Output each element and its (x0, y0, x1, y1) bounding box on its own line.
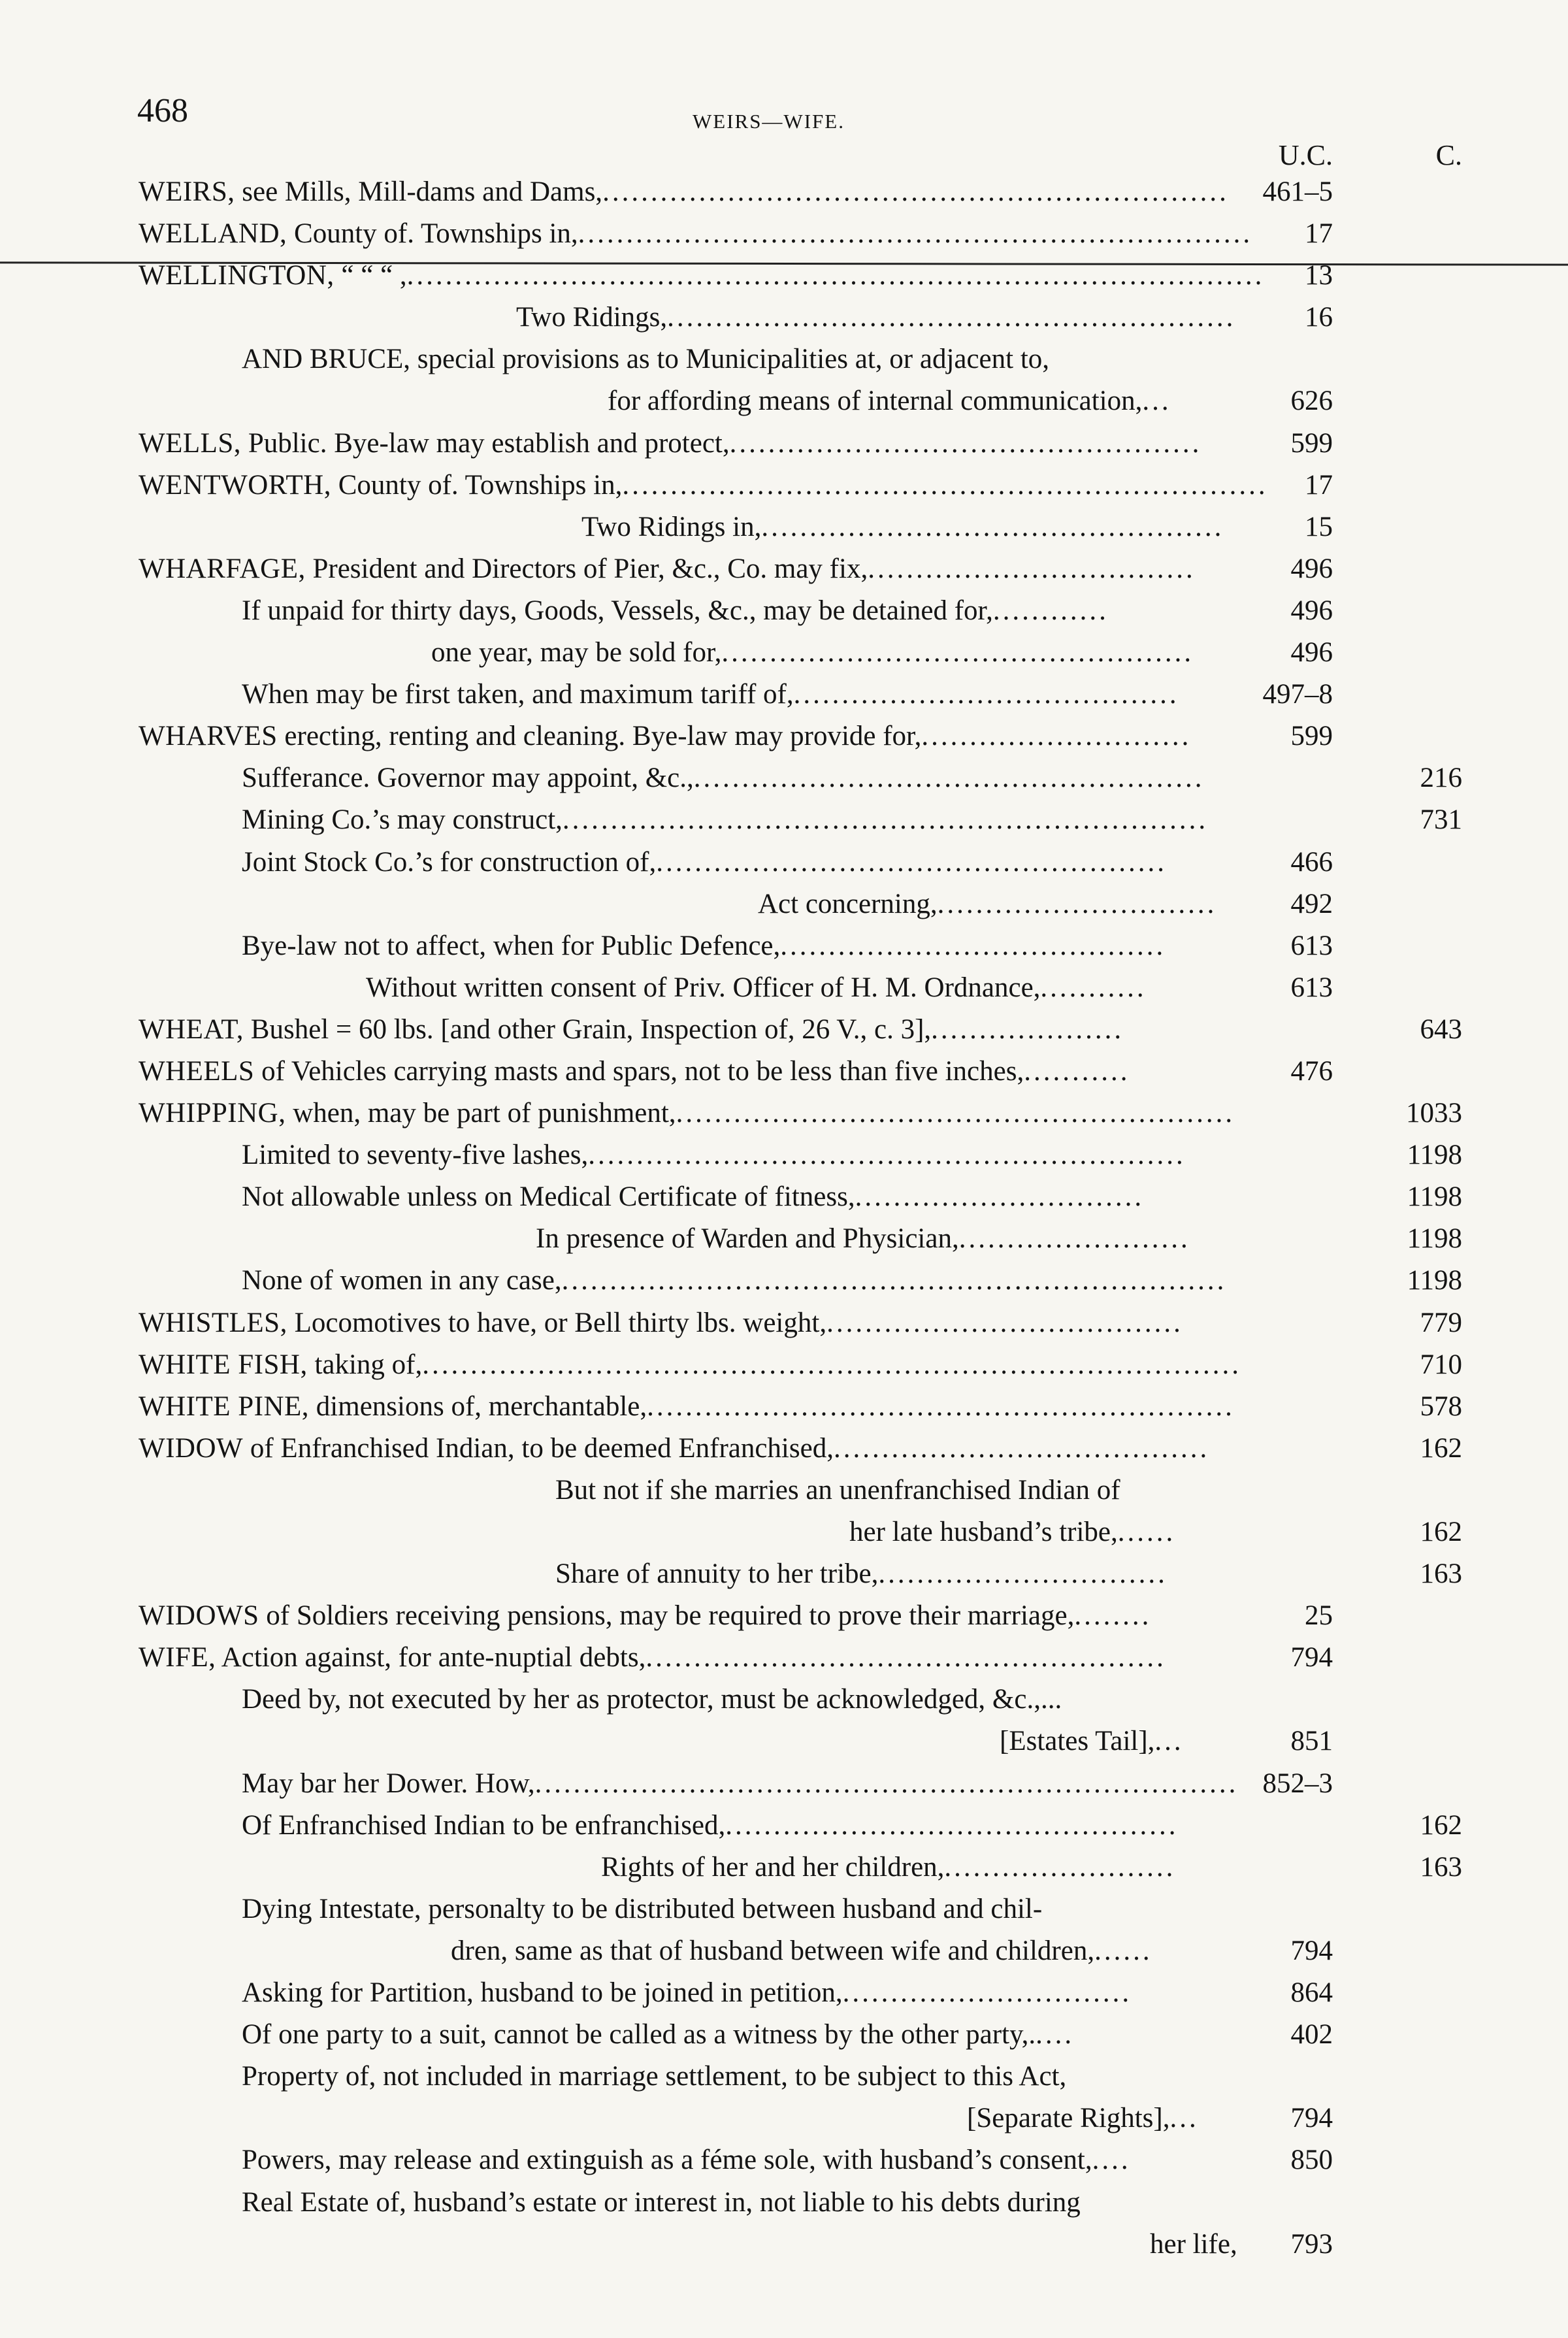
index-row (0, 1511, 1568, 1553)
entry-text (366, 967, 1147, 1009)
leader-dots: .................................. (868, 553, 1196, 584)
page-ref-c: 578 (1420, 1391, 1462, 1422)
entry-heading: WELLAND, (139, 218, 287, 250)
page-ref-uc: 852–3 (1262, 1768, 1333, 1799)
page-ref-uc: 496 (1290, 595, 1333, 626)
index-row (0, 674, 1568, 716)
entry-body: AND BRUCE, special provisions as to Municipalities at, or adjacent to, (242, 344, 1050, 375)
entry-text (139, 423, 1201, 465)
index-row (0, 1470, 1568, 1511)
index-row (0, 1218, 1568, 1260)
entry-text (139, 1386, 1235, 1428)
entry-text (555, 1470, 1120, 1511)
entry-text (139, 1093, 1235, 1134)
entry-body: when, may be part of punishment, (286, 1098, 676, 1129)
entry-heading: WHITE PINE, (139, 1391, 310, 1422)
page-ref-c: 1198 (1407, 1181, 1462, 1213)
leader-dots: ... (1154, 1726, 1184, 1757)
entry-body: for affording means of internal communication, (608, 386, 1143, 417)
entry-body: County of. Townships in, (287, 218, 578, 250)
index-row (0, 1888, 1568, 1930)
leader-dots: ............ (992, 595, 1109, 626)
entry-body: Without written consent of Priv. Officer of H. M. Ordnance, (366, 972, 1041, 1003)
entry-text (242, 925, 1166, 967)
page-ref-c: 162 (1420, 1432, 1462, 1464)
entry-text (139, 213, 1252, 255)
entry-heading: WHEELS (139, 1055, 255, 1087)
entry-body: one year, may be sold for, (431, 637, 722, 668)
index-row (0, 506, 1568, 548)
leader-dots: .......................................................... (676, 1098, 1235, 1129)
entry-body: dren, same as that of husband between wife and children, (451, 1935, 1095, 1966)
entry-body: her late husband’s tribe, (849, 1517, 1118, 1547)
page-ref-uc: 599 (1290, 427, 1333, 459)
page-ref-uc: 25 (1305, 1600, 1333, 1632)
entry-body: Action against, for ante-nuptial debts, (216, 1642, 646, 1673)
entry-text (1000, 1721, 1184, 1762)
entry-text (242, 2056, 1066, 2098)
entry-heading: WIDOW (139, 1432, 244, 1464)
entry-text (242, 338, 1049, 380)
page-ref-uc: 850 (1290, 2145, 1333, 2176)
page-ref-c: 1033 (1406, 1098, 1462, 1129)
page-ref-uc: 794 (1290, 2103, 1333, 2134)
entry-body: dimensions of, merchantable, (309, 1391, 647, 1422)
leader-dots: ............................................... (725, 1809, 1179, 1841)
column-header-c: C. (1435, 139, 1462, 171)
index-row (0, 1260, 1568, 1302)
entry-text (139, 171, 1229, 213)
entry-heading: WHISTLES, (139, 1307, 287, 1338)
index-row (0, 338, 1568, 380)
page-number: 468 (137, 92, 188, 129)
page-ref-uc: 626 (1290, 386, 1333, 417)
entry-body: taking of, (307, 1349, 423, 1380)
index-row (0, 925, 1568, 967)
index-entries (0, 171, 1568, 2265)
page-ref-uc: 17 (1305, 469, 1333, 501)
index-row (0, 1009, 1568, 1051)
page-ref-c: 163 (1420, 1558, 1462, 1590)
index-row (0, 548, 1568, 590)
entry-heading: WIFE, (139, 1642, 216, 1673)
index-row (0, 1344, 1568, 1386)
entry-text (242, 590, 1109, 632)
page-ref-uc: 793 (1290, 2228, 1333, 2260)
page-ref-c: 162 (1420, 1517, 1462, 1547)
entry-body: of Soldiers receiving pensions, may be required to prove their marriage, (259, 1600, 1075, 1632)
entry-body: “ “ “ , (334, 260, 407, 291)
entry-body: Limited to seventy-five lashes, (242, 1140, 589, 1171)
entry-text (242, 1888, 1042, 1930)
index-row (0, 380, 1568, 422)
leader-dots: ..................................................... (693, 763, 1205, 794)
index-row (0, 1930, 1568, 1972)
entry-text (242, 1134, 1186, 1176)
index-row (0, 1093, 1568, 1134)
entry-heading: WENTWORTH, (139, 469, 331, 501)
index-row (0, 842, 1568, 883)
page-ref-c: 216 (1420, 763, 1462, 794)
index-row (0, 1051, 1568, 1093)
entry-text (139, 255, 1264, 297)
index-row (0, 1847, 1568, 1888)
entry-text (242, 1972, 1132, 2014)
page-ref-c: 1198 (1407, 1265, 1462, 1296)
entry-body: Asking for Partition, husband to be joined in petition, (242, 1977, 843, 2009)
entry-body: County of. Townships in, (331, 469, 623, 501)
entry-text (849, 1511, 1175, 1553)
entry-text (242, 757, 1205, 799)
index-row (0, 2014, 1568, 2056)
entry-body: But not if she marries an unenfranchised Indian of (555, 1474, 1120, 1506)
leader-dots: ........................................ (780, 930, 1166, 961)
leader-dots: ........................ (958, 1223, 1190, 1255)
index-row (0, 1134, 1568, 1176)
entry-body: [Separate Rights], (967, 2103, 1170, 2134)
leader-dots: ................................................................... (622, 469, 1268, 501)
leader-dots: .................... (931, 1013, 1124, 1045)
entry-body: Locomotives to have, or Bell thirty lbs. weight, (287, 1307, 827, 1338)
index-row (0, 716, 1568, 757)
entry-text (242, 799, 1208, 841)
entry-text (139, 1302, 1183, 1344)
page-ref-uc: 476 (1290, 1055, 1333, 1087)
leader-dots: .... (1036, 2019, 1075, 2050)
entry-text (139, 1595, 1151, 1637)
entry-body: her life, (1150, 2228, 1237, 2260)
leader-dots: ............................ (921, 721, 1192, 752)
entry-heading: WELLINGTON, (139, 260, 335, 291)
index-row (0, 1176, 1568, 1218)
index-row (0, 1428, 1568, 1470)
leader-dots: ............................................................. (647, 1391, 1235, 1422)
page-ref-c: 710 (1420, 1349, 1462, 1380)
page-ref-c: 779 (1420, 1307, 1462, 1338)
entry-text (139, 1428, 1209, 1470)
entry-body: Two Ridings in, (581, 511, 762, 542)
leader-dots: ..................................... (826, 1307, 1183, 1338)
entry-heading: WHEAT, (139, 1013, 244, 1045)
entry-text (451, 1930, 1152, 1972)
page-ref-uc: 492 (1290, 888, 1333, 919)
index-row (0, 2056, 1568, 2098)
page-ref-uc: 461–5 (1262, 176, 1333, 207)
page-ref-c: 162 (1420, 1809, 1462, 1841)
index-row (0, 2139, 1568, 2181)
leader-dots: ...................................................... (645, 1642, 1166, 1673)
leader-dots: .............................. (878, 1558, 1168, 1590)
page-ref-uc: 15 (1305, 511, 1333, 542)
entry-text (242, 2014, 1074, 2056)
entry-text (242, 1260, 1226, 1302)
leader-dots: ........ (1074, 1600, 1152, 1632)
page-ref-uc: 497–8 (1262, 679, 1333, 710)
page-ref-uc: 496 (1290, 637, 1333, 668)
entry-heading: WHARVES (139, 721, 278, 752)
entry-text (242, 1679, 1062, 1721)
entry-body: Sufferance. Governor may appoint, &c., (242, 763, 694, 794)
entry-heading: WIDOWS (139, 1600, 259, 1632)
entry-heading: WHITE FISH, (139, 1349, 308, 1380)
entry-text (242, 2182, 1081, 2224)
leader-dots: ..................................................... (656, 846, 1167, 878)
page-ref-c: 731 (1420, 804, 1462, 836)
entry-text (431, 632, 1194, 674)
index-row (0, 1637, 1568, 1679)
leader-dots: ......................................................................................... (406, 260, 1265, 291)
entry-body: of Vehicles carrying masts and spars, not to be less than five inches, (254, 1055, 1024, 1087)
page-ref-c: 163 (1420, 1851, 1462, 1883)
index-row (0, 1721, 1568, 1762)
entry-text (555, 1553, 1168, 1595)
page-ref-uc: 13 (1305, 260, 1333, 291)
entry-text (1150, 2224, 1237, 2265)
entry-body: erecting, renting and cleaning. Bye-law may provide for, (277, 721, 922, 752)
running-head: WEIRS—WIFE. (693, 110, 845, 133)
entry-body: Deed by, not executed by her as protector, must be acknowledged, &c.,... (242, 1684, 1062, 1715)
entry-body: None of women in any case, (242, 1265, 562, 1296)
entry-body: Of one party to a suit, cannot be called as a witness by the other party,. (242, 2019, 1036, 2050)
page-ref-uc: 864 (1290, 1977, 1333, 2009)
entry-text (139, 716, 1191, 757)
page-ref-uc: 17 (1305, 218, 1333, 250)
entry-body: Two Ridings, (516, 302, 668, 333)
leader-dots: ................................................. (729, 427, 1202, 459)
page-ref-uc: 851 (1290, 1726, 1333, 1757)
entry-body: Share of annuity to her tribe, (555, 1558, 879, 1590)
leader-dots: ... (1169, 2103, 1199, 2134)
entry-heading: WEIRS, (139, 176, 235, 207)
entry-body: Joint Stock Co.’s for construction of, (242, 846, 657, 878)
index-row (0, 2098, 1568, 2139)
leader-dots: ..................................................................... (561, 1265, 1227, 1296)
entry-text (139, 1637, 1166, 1679)
entry-heading: WELLS, (139, 427, 242, 459)
entry-text (242, 1805, 1179, 1847)
leader-dots: ........................................ (793, 679, 1179, 710)
page-ref-uc: 599 (1290, 721, 1333, 752)
entry-body: May bar her Dower. How, (242, 1768, 535, 1799)
entry-text (139, 1051, 1130, 1093)
entry-text (967, 2098, 1199, 2139)
entry-text (758, 883, 1217, 925)
entry-text (139, 1344, 1241, 1386)
page-ref-uc: 794 (1290, 1642, 1333, 1673)
entry-body: Mining Co.’s may construct, (242, 804, 563, 836)
entry-body: Dying Intestate, personalty to be distributed between husband and chil- (242, 1893, 1043, 1924)
leader-dots: ................................................................. (602, 176, 1229, 207)
page-ref-c: 1198 (1407, 1223, 1462, 1255)
page-ref-uc: 794 (1290, 1935, 1333, 1966)
leader-dots: ..................................................................................... (422, 1349, 1242, 1380)
index-row (0, 757, 1568, 799)
leader-dots: ........... (1024, 1055, 1130, 1087)
entry-text (608, 380, 1171, 422)
entry-text (242, 1763, 1238, 1805)
index-row (0, 2182, 1568, 2224)
entry-text (242, 842, 1167, 883)
entry-text (139, 548, 1196, 590)
page-ref-uc: 496 (1290, 553, 1333, 584)
index-row (0, 799, 1568, 841)
page-ref-uc: 16 (1305, 302, 1333, 333)
leader-dots: .............................................................. (588, 1140, 1186, 1171)
index-row (0, 255, 1568, 297)
column-header-uc: U.C. (1278, 139, 1333, 171)
index-row (0, 465, 1568, 506)
entry-body: Bye-law not to affect, when for Public Defence, (242, 930, 781, 961)
index-row (0, 883, 1568, 925)
leader-dots: ...................................................................... (578, 218, 1253, 250)
entry-body: Public. Bye-law may establish and protect, (241, 427, 730, 459)
entry-heading: WHARFAGE, (139, 553, 306, 584)
entry-text (516, 297, 1235, 338)
entry-body: see Mills, Mill-dams and Dams, (235, 176, 603, 207)
entry-body: In presence of Warden and Physician, (536, 1223, 959, 1255)
leader-dots: ...... (1094, 1935, 1152, 1966)
leader-dots: .... (1092, 2145, 1131, 2176)
leader-dots: ........................ (944, 1851, 1176, 1883)
page-ref-c: 643 (1420, 1013, 1462, 1045)
page-ref-uc: 402 (1290, 2019, 1333, 2050)
entry-body: Not allowable unless on Medical Certificate of fitness, (242, 1181, 855, 1213)
entry-body: of Enfranchised Indian, to be deemed Enfranchised, (243, 1432, 834, 1464)
entry-body: Bushel = 60 lbs. [and other Grain, Inspection of, 26 V., c. 3], (244, 1013, 932, 1045)
entry-text (242, 674, 1179, 716)
entry-body: Real Estate of, husband’s estate or interest in, not liable to his debts during (242, 2186, 1081, 2218)
entry-text (139, 465, 1268, 506)
entry-body: When may be first taken, and maximum tariff of, (242, 679, 794, 710)
entry-body: Rights of her and her children, (601, 1851, 945, 1883)
leader-dots: ........... (1040, 972, 1147, 1003)
page-ref-uc: 613 (1290, 972, 1333, 1003)
page-ref-c: 1198 (1407, 1140, 1462, 1171)
entry-body: President and Directors of Pier, &c., Co. may fix, (305, 553, 868, 584)
entry-body: If unpaid for thirty days, Goods, Vessels, &c., may be detained for, (242, 595, 993, 626)
index-row (0, 1679, 1568, 1721)
leader-dots: ................................................. (721, 637, 1194, 668)
index-row (0, 2224, 1568, 2265)
index-row (0, 632, 1568, 674)
index-row (0, 1763, 1568, 1805)
entry-text (242, 2139, 1131, 2181)
index-row (0, 423, 1568, 465)
entry-text (242, 1176, 1144, 1218)
leader-dots: ......................................................................... (534, 1768, 1239, 1799)
index-row (0, 1553, 1568, 1595)
index-row (0, 1386, 1568, 1428)
entry-body: Of Enfranchised Indian to be enfranchised, (242, 1809, 726, 1841)
leader-dots: ...... (1117, 1517, 1176, 1547)
index-row (0, 297, 1568, 338)
entry-text (139, 1009, 1124, 1051)
index-row (0, 967, 1568, 1009)
index-row (0, 1972, 1568, 2014)
entry-text (536, 1218, 1190, 1260)
page-ref-uc: 466 (1290, 846, 1333, 878)
page-ref-uc: 613 (1290, 930, 1333, 961)
leader-dots: ................................................................... (562, 804, 1209, 836)
index-row (0, 1805, 1568, 1847)
index-row (0, 171, 1568, 213)
index-row (0, 213, 1568, 255)
index-row (0, 1595, 1568, 1637)
entry-heading: WHIPPING, (139, 1098, 286, 1129)
entry-body: Act concerning, (758, 888, 938, 919)
leader-dots: ............................. (937, 888, 1217, 919)
entry-body: Property of, not included in marriage settlement, to be subject to this Act, (242, 2061, 1067, 2092)
index-row (0, 1302, 1568, 1344)
entry-text (601, 1847, 1175, 1888)
entry-body: Powers, may release and extinguish as a féme sole, with husband’s consent, (242, 2145, 1092, 2176)
leader-dots: ....................................... (833, 1432, 1210, 1464)
entry-body: [Estates Tail], (1000, 1726, 1155, 1757)
leader-dots: ........................................................... (667, 302, 1236, 333)
leader-dots: .............................. (842, 1977, 1132, 2009)
leader-dots: .............................. (855, 1181, 1145, 1213)
entry-text (581, 506, 1224, 548)
leader-dots: ... (1142, 386, 1171, 417)
leader-dots: ................................................ (761, 511, 1224, 542)
index-row (0, 590, 1568, 632)
